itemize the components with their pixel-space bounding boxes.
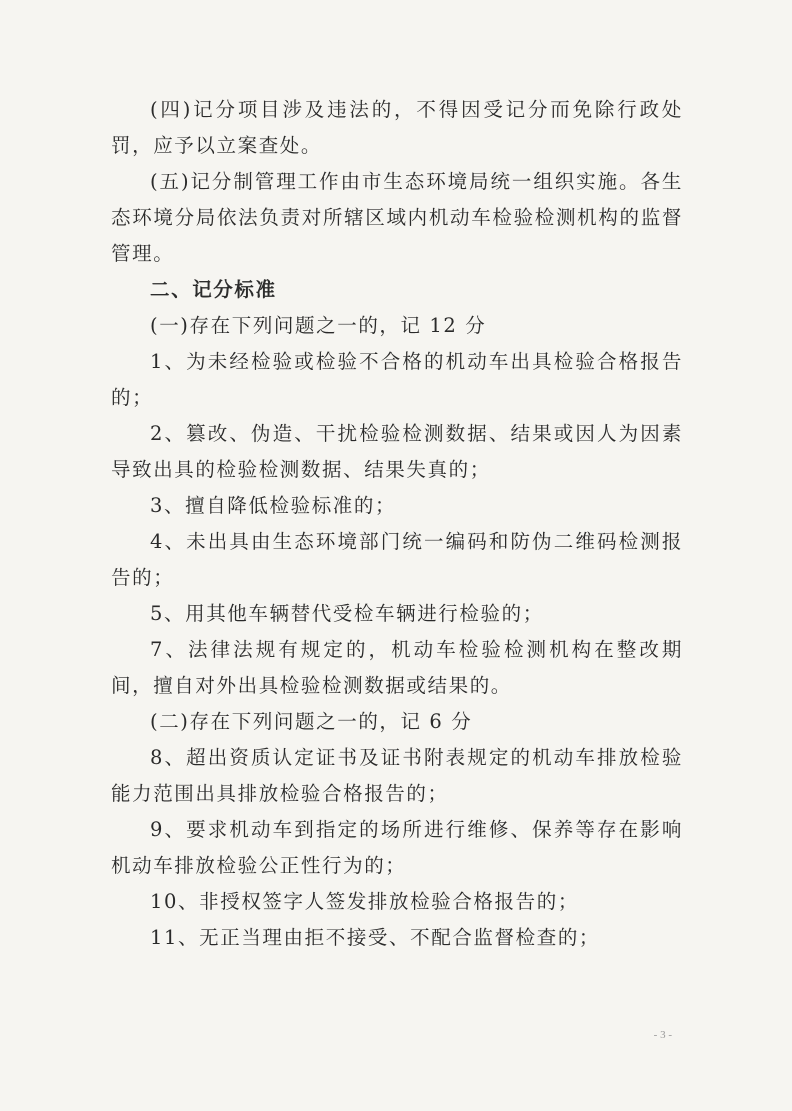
section-heading: 二、记分标准: [150, 278, 277, 301]
list-item: 3、擅自降低检验标准的；: [150, 494, 397, 517]
document-body: [111, 92, 683, 956]
subsection-heading: (二)存在下列问题之一的，记 6 分: [150, 710, 473, 733]
list-item: 2、篡改、伪造、干扰检验检测数据、结果或因人为因素导致出具的检验检测数据、结果失真的；: [111, 422, 683, 481]
list-item: 9、要求机动车到指定的场所进行维修、保养等存在影响机动车排放检验公正性行为的；: [111, 818, 683, 877]
list-item: 4、未出具由生态环境部门统一编码和防伪二维码检测报告的；: [111, 530, 683, 589]
list-item: 1、为未经检验或检验不合格的机动车出具检验合格报告的；: [111, 350, 683, 409]
subsection-heading: (一)存在下列问题之一的，记 12 分: [150, 314, 487, 337]
paragraph: (五)记分制管理工作由市生态环境局统一组织实施。各生态环境分局依法负责对所辖区域内机动车检验检测机构的监督管理。: [111, 170, 683, 265]
paragraph: (四)记分项目涉及违法的，不得因受记分而免除行政处罚，应予以立案查处。: [111, 98, 683, 157]
list-item: 11、无正当理由拒不接受、不配合监督检查的；: [150, 926, 601, 949]
list-item: 7、法律法规有规定的，机动车检验检测机构在整改期间，擅自对外出具检验检测数据或结果的。: [111, 638, 683, 697]
page-number: - 3 -: [653, 1029, 672, 1041]
list-item: 5、用其他车辆替代受检车辆进行检验的；: [150, 602, 544, 625]
list-item: 10、非授权签字人签发排放检验合格报告的；: [150, 890, 579, 913]
list-item: 8、超出资质认定证书及证书附表规定的机动车排放检验能力范围出具排放检验合格报告的；: [111, 746, 683, 805]
